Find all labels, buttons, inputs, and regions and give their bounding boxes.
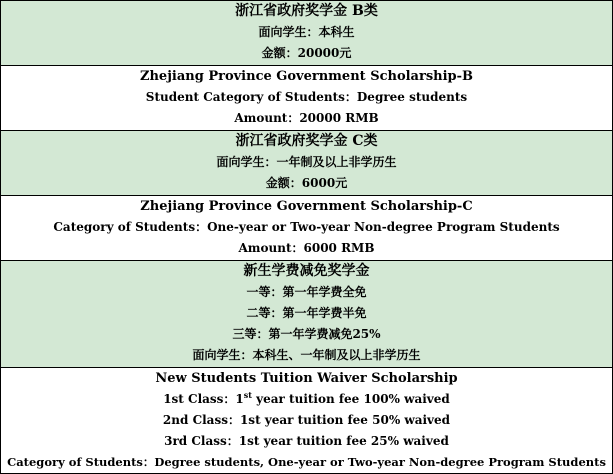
second-class-line: 二等：第一年学费半免 — [246, 306, 367, 320]
category-line: 面向学生：一年制及以上非学历生 — [216, 155, 397, 169]
block-title: 浙江省政府奖学金 B类 — [235, 3, 378, 19]
block-title: Zhejiang Province Government Scholarship-B — [139, 69, 474, 84]
block-title: New Students Tuition Waiver Scholarship — [155, 371, 458, 386]
scholarship-b-zh-block — [0, 0, 613, 65]
first-class-line — [1, 389, 612, 410]
first-class-prefix: 1st Class：1 — [163, 392, 244, 406]
category-line: Category of Students：Degree students, One-year or Two-year Non-degree Program Students — [7, 455, 606, 469]
block-title: 浙江省政府奖学金 C类 — [235, 133, 378, 149]
scholarship-c-zh-block — [0, 130, 613, 195]
amount-line: Amount：20000 RMB — [234, 111, 379, 125]
category-line: 面向学生：本科生、一年制及以上非学历生 — [192, 348, 421, 362]
category-line: 面向学生：本科生 — [258, 25, 355, 39]
amount-line: 金额：6000元 — [265, 176, 348, 190]
first-class-line: 一等：第一年学费全免 — [246, 285, 367, 299]
first-class-suffix: year tuition fee 100% waived — [251, 392, 450, 406]
category-line: Student Category of Students：Degree students — [145, 90, 468, 104]
scholarship-b-en-block — [0, 65, 613, 130]
amount-line: Amount：6000 RMB — [238, 241, 375, 255]
category-line: Category of Students：One-year or Two-year Non-degree Program Students — [53, 220, 560, 234]
tuition-waiver-zh-block — [0, 260, 613, 367]
block-title: 新生学费减免奖学金 — [243, 263, 370, 279]
tuition-waiver-en-block — [0, 367, 613, 474]
third-class-line: 3rd Class：1st year tuition fee 25% waived — [164, 434, 449, 448]
scholarship-c-en-block — [0, 195, 613, 260]
amount-line: 金额：20000元 — [261, 46, 352, 60]
third-class-line: 三等：第一年学费减免25% — [232, 327, 381, 341]
block-title: Zhejiang Province Government Scholarship-C — [140, 199, 473, 214]
second-class-line: 2nd Class：1st year tuition fee 50% waived — [162, 413, 451, 427]
ordinal-superscript: st — [243, 390, 252, 400]
